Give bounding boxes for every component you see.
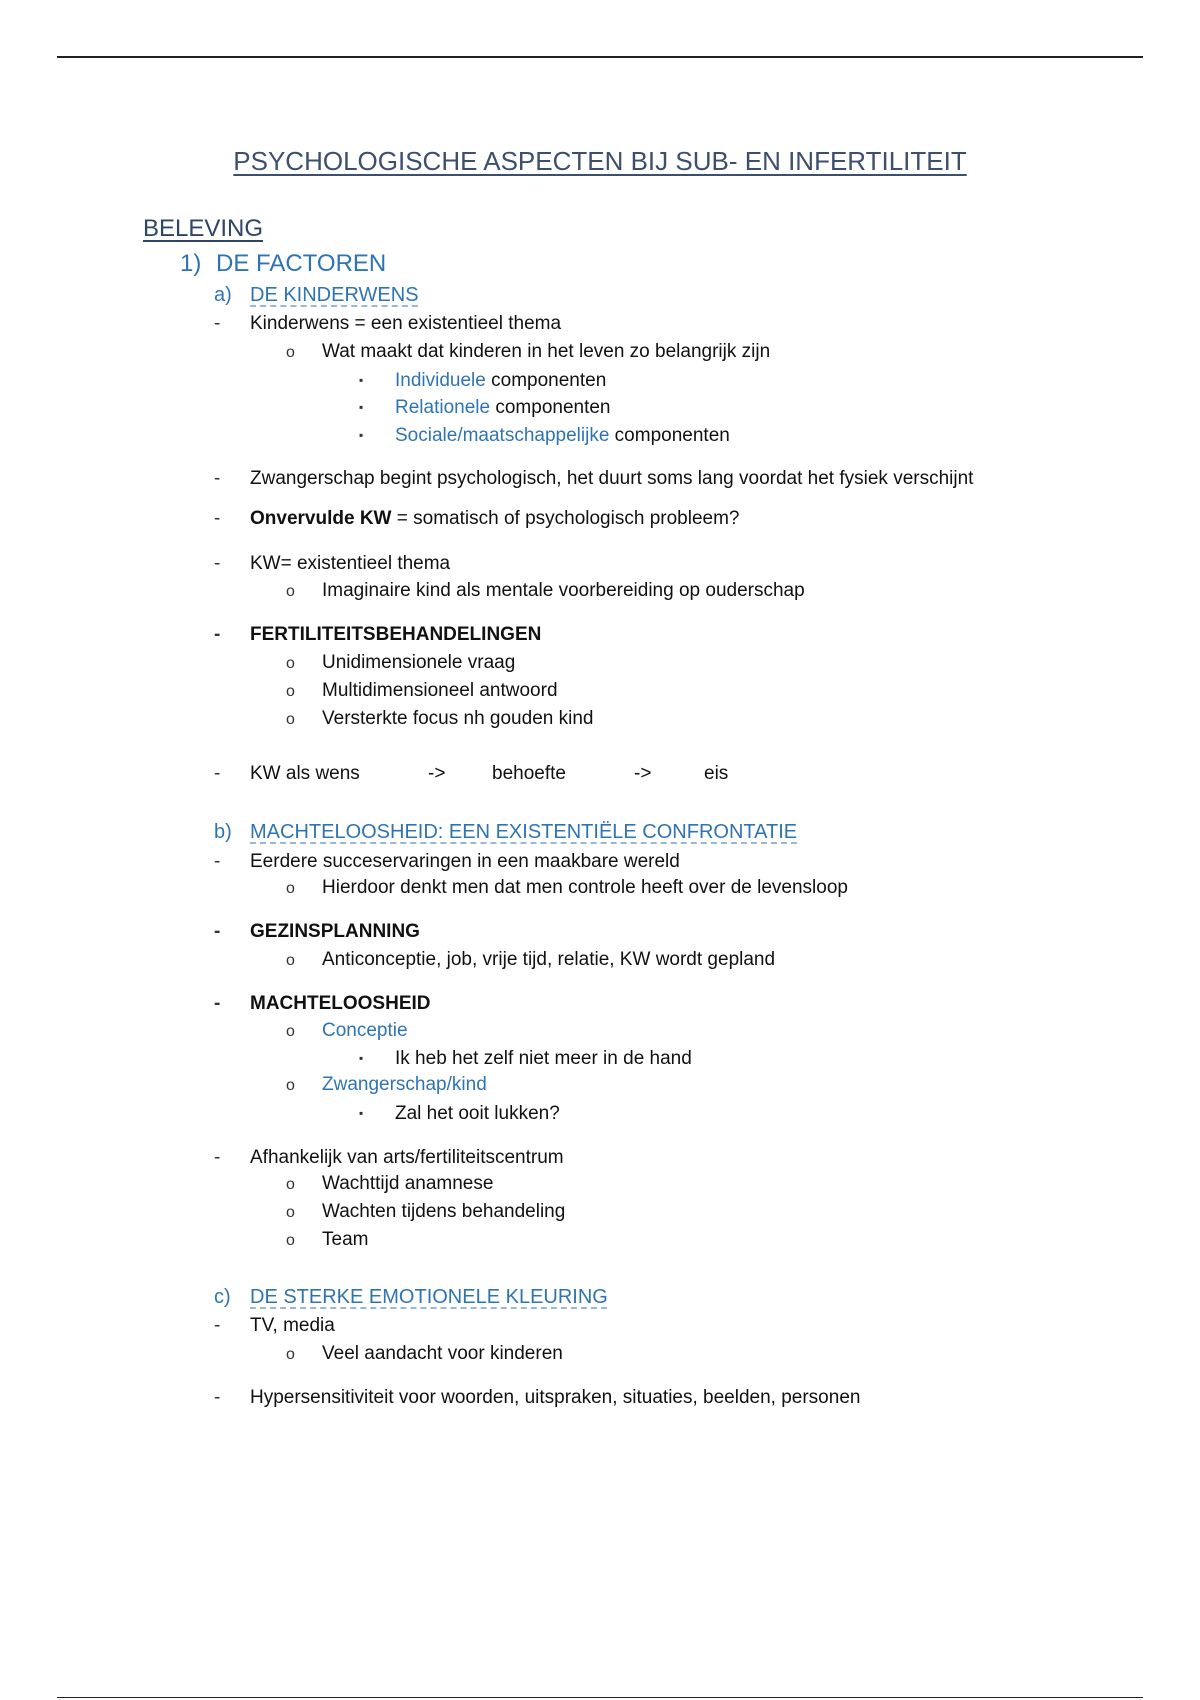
list-item-highlight: Zwangerschap/kind [322, 1074, 487, 1095]
list-item [359, 369, 606, 392]
dash-bullet: - [214, 763, 221, 784]
list-item [214, 624, 541, 646]
list-item-text: componenten [490, 397, 611, 418]
circle-bullet: o [286, 711, 295, 728]
list-item-text: componenten [609, 425, 730, 446]
circle-bullet: o [286, 1204, 295, 1221]
list-item-text: Wat maakt dat kinderen in het leven zo belangrijk zijn [322, 341, 771, 362]
list-item-highlight: Individuele [395, 370, 486, 391]
list-item-text: Kinderwens = een existentieel thema [250, 313, 562, 334]
list-item-text: Wachttijd anamnese [322, 1173, 494, 1194]
list-item [214, 508, 739, 530]
list-item [359, 424, 730, 447]
list-item-text: = somatisch of psychologisch probleem? [391, 508, 740, 529]
list-item-bold: MACHTELOOSHEID [250, 993, 431, 1014]
dash-bullet: - [214, 468, 221, 489]
list-item-text: Afhankelijk van arts/fertiliteitscentrum [250, 1147, 564, 1168]
list-item [286, 877, 848, 900]
circle-bullet: o [286, 1023, 295, 1040]
square-bullet: ▪ [359, 400, 364, 414]
list-item [286, 708, 593, 731]
heading-machteloosheid [214, 821, 797, 844]
list-item-text: Imaginaire kind als mentale voorbereiding op ouderschap [322, 580, 805, 601]
list-item [286, 1074, 487, 1097]
list-item [286, 1229, 368, 1252]
dash-bullet: - [214, 1147, 221, 1168]
list-item-text: Anticonceptie, job, vrije tijd, relatie, KW wordt gepland [322, 949, 776, 970]
dash-bullet: - [214, 1315, 221, 1336]
list-item-text: Multidimensioneel antwoord [322, 680, 558, 701]
list-item [286, 341, 770, 364]
circle-bullet: o [286, 1176, 295, 1193]
circle-bullet: o [286, 344, 295, 361]
arrow-glyph: -> [634, 763, 652, 784]
list-item-bold: FERTILITEITSBEHANDELINGEN [250, 624, 542, 645]
circle-bullet: o [286, 1077, 295, 1094]
heading-number: c) [214, 1286, 231, 1308]
document-title: PSYCHOLOGISCHE ASPECTEN BIJ SUB- EN INFERTILITEIT [233, 146, 967, 176]
list-item-text: Eerdere succeservaringen in een maakbare wereld [250, 851, 680, 872]
square-bullet: ▪ [359, 428, 364, 442]
list-item-text: Zal het ooit lukken? [395, 1103, 560, 1124]
square-bullet: ▪ [359, 1051, 364, 1065]
list-item-text: componenten [485, 370, 607, 391]
dash-bullet: - [214, 993, 221, 1014]
list-item-text: Unidimensionele vraag [322, 652, 516, 673]
circle-bullet: o [286, 583, 295, 600]
list-item [214, 1147, 564, 1169]
dash-bullet: - [214, 624, 221, 645]
section-heading-beleving: BELEVING [143, 215, 264, 242]
list-item-bold: GEZINSPLANNING [250, 921, 420, 942]
footer-rule [57, 1697, 1143, 1698]
subsection-number: 1) [180, 250, 202, 277]
dash-bullet: - [214, 313, 221, 334]
heading-kinderwens [214, 284, 419, 307]
list-item [286, 1343, 563, 1366]
heading-emotionele-kleuring [214, 1286, 608, 1309]
subsection-label: DE FACTOREN [216, 250, 387, 277]
list-item [359, 1102, 560, 1125]
list-item [286, 652, 515, 675]
circle-bullet: o [286, 1232, 295, 1249]
circle-bullet: o [286, 1346, 295, 1363]
heading-label: MACHTELOOSHEID: EEN EXISTENTIËLE CONFRONTATIE [250, 821, 798, 843]
list-item [286, 680, 558, 703]
list-item-text: KW als wens [250, 763, 360, 784]
header-rule [57, 56, 1143, 58]
circle-bullet: o [286, 683, 295, 700]
list-item-highlight: Sociale/maatschappelijke [395, 425, 610, 446]
list-item [214, 921, 420, 943]
list-item [286, 1020, 408, 1043]
list-item [214, 1387, 860, 1409]
dash-bullet: - [214, 553, 221, 574]
list-item-text: KW= existentieel thema [250, 553, 451, 574]
dash-bullet: - [214, 921, 221, 942]
list-item [286, 580, 805, 603]
dash-bullet: - [214, 851, 221, 872]
list-item-highlight: Relationele [395, 397, 491, 418]
circle-bullet: o [286, 880, 295, 897]
list-item [214, 313, 561, 335]
list-item-text: Ik heb het zelf niet meer in de hand [395, 1048, 692, 1069]
list-item-highlight: Conceptie [322, 1020, 408, 1041]
heading-number: b) [214, 821, 232, 843]
heading-number: a) [214, 284, 232, 306]
list-item [214, 553, 450, 575]
list-item [214, 468, 973, 490]
list-item-text: Wachten tijdens behandeling [322, 1201, 566, 1222]
list-item [286, 1173, 493, 1196]
circle-bullet: o [286, 655, 295, 672]
list-item [214, 1315, 335, 1337]
list-item [286, 1201, 565, 1224]
circle-bullet: o [286, 952, 295, 969]
arrow-glyph: -> [428, 763, 446, 784]
heading-label: DE KINDERWENS [250, 284, 419, 306]
list-item [359, 396, 611, 419]
dash-bullet: - [214, 508, 221, 529]
list-item-bold: Onvervulde KW [250, 508, 392, 529]
list-item-text: Veel aandacht voor kinderen [322, 1343, 563, 1364]
list-item [214, 763, 728, 785]
list-item [214, 851, 680, 873]
list-item-text: behoefte [492, 763, 566, 784]
list-item [214, 993, 431, 1015]
list-item-text: Team [322, 1229, 369, 1250]
list-item-text: eis [704, 763, 729, 784]
list-item-text: Versterkte focus nh gouden kind [322, 708, 594, 729]
list-item-text: Hierdoor denkt men dat men controle heeft over de levensloop [322, 877, 848, 898]
list-item [286, 949, 775, 972]
subsection-heading-factoren [180, 250, 386, 278]
list-item [359, 1047, 692, 1070]
list-item-text: Zwangerschap begint psychologisch, het duurt soms lang voordat het fysiek verschijnt [250, 468, 974, 489]
dash-bullet: - [214, 1387, 221, 1408]
square-bullet: ▪ [359, 373, 364, 387]
list-item-text: TV, media [250, 1315, 335, 1336]
heading-label: DE STERKE EMOTIONELE KLEURING [250, 1286, 608, 1308]
square-bullet: ▪ [359, 1106, 364, 1120]
list-item-text: Hypersensitiviteit voor woorden, uitspraken, situaties, beelden, personen [250, 1387, 861, 1408]
